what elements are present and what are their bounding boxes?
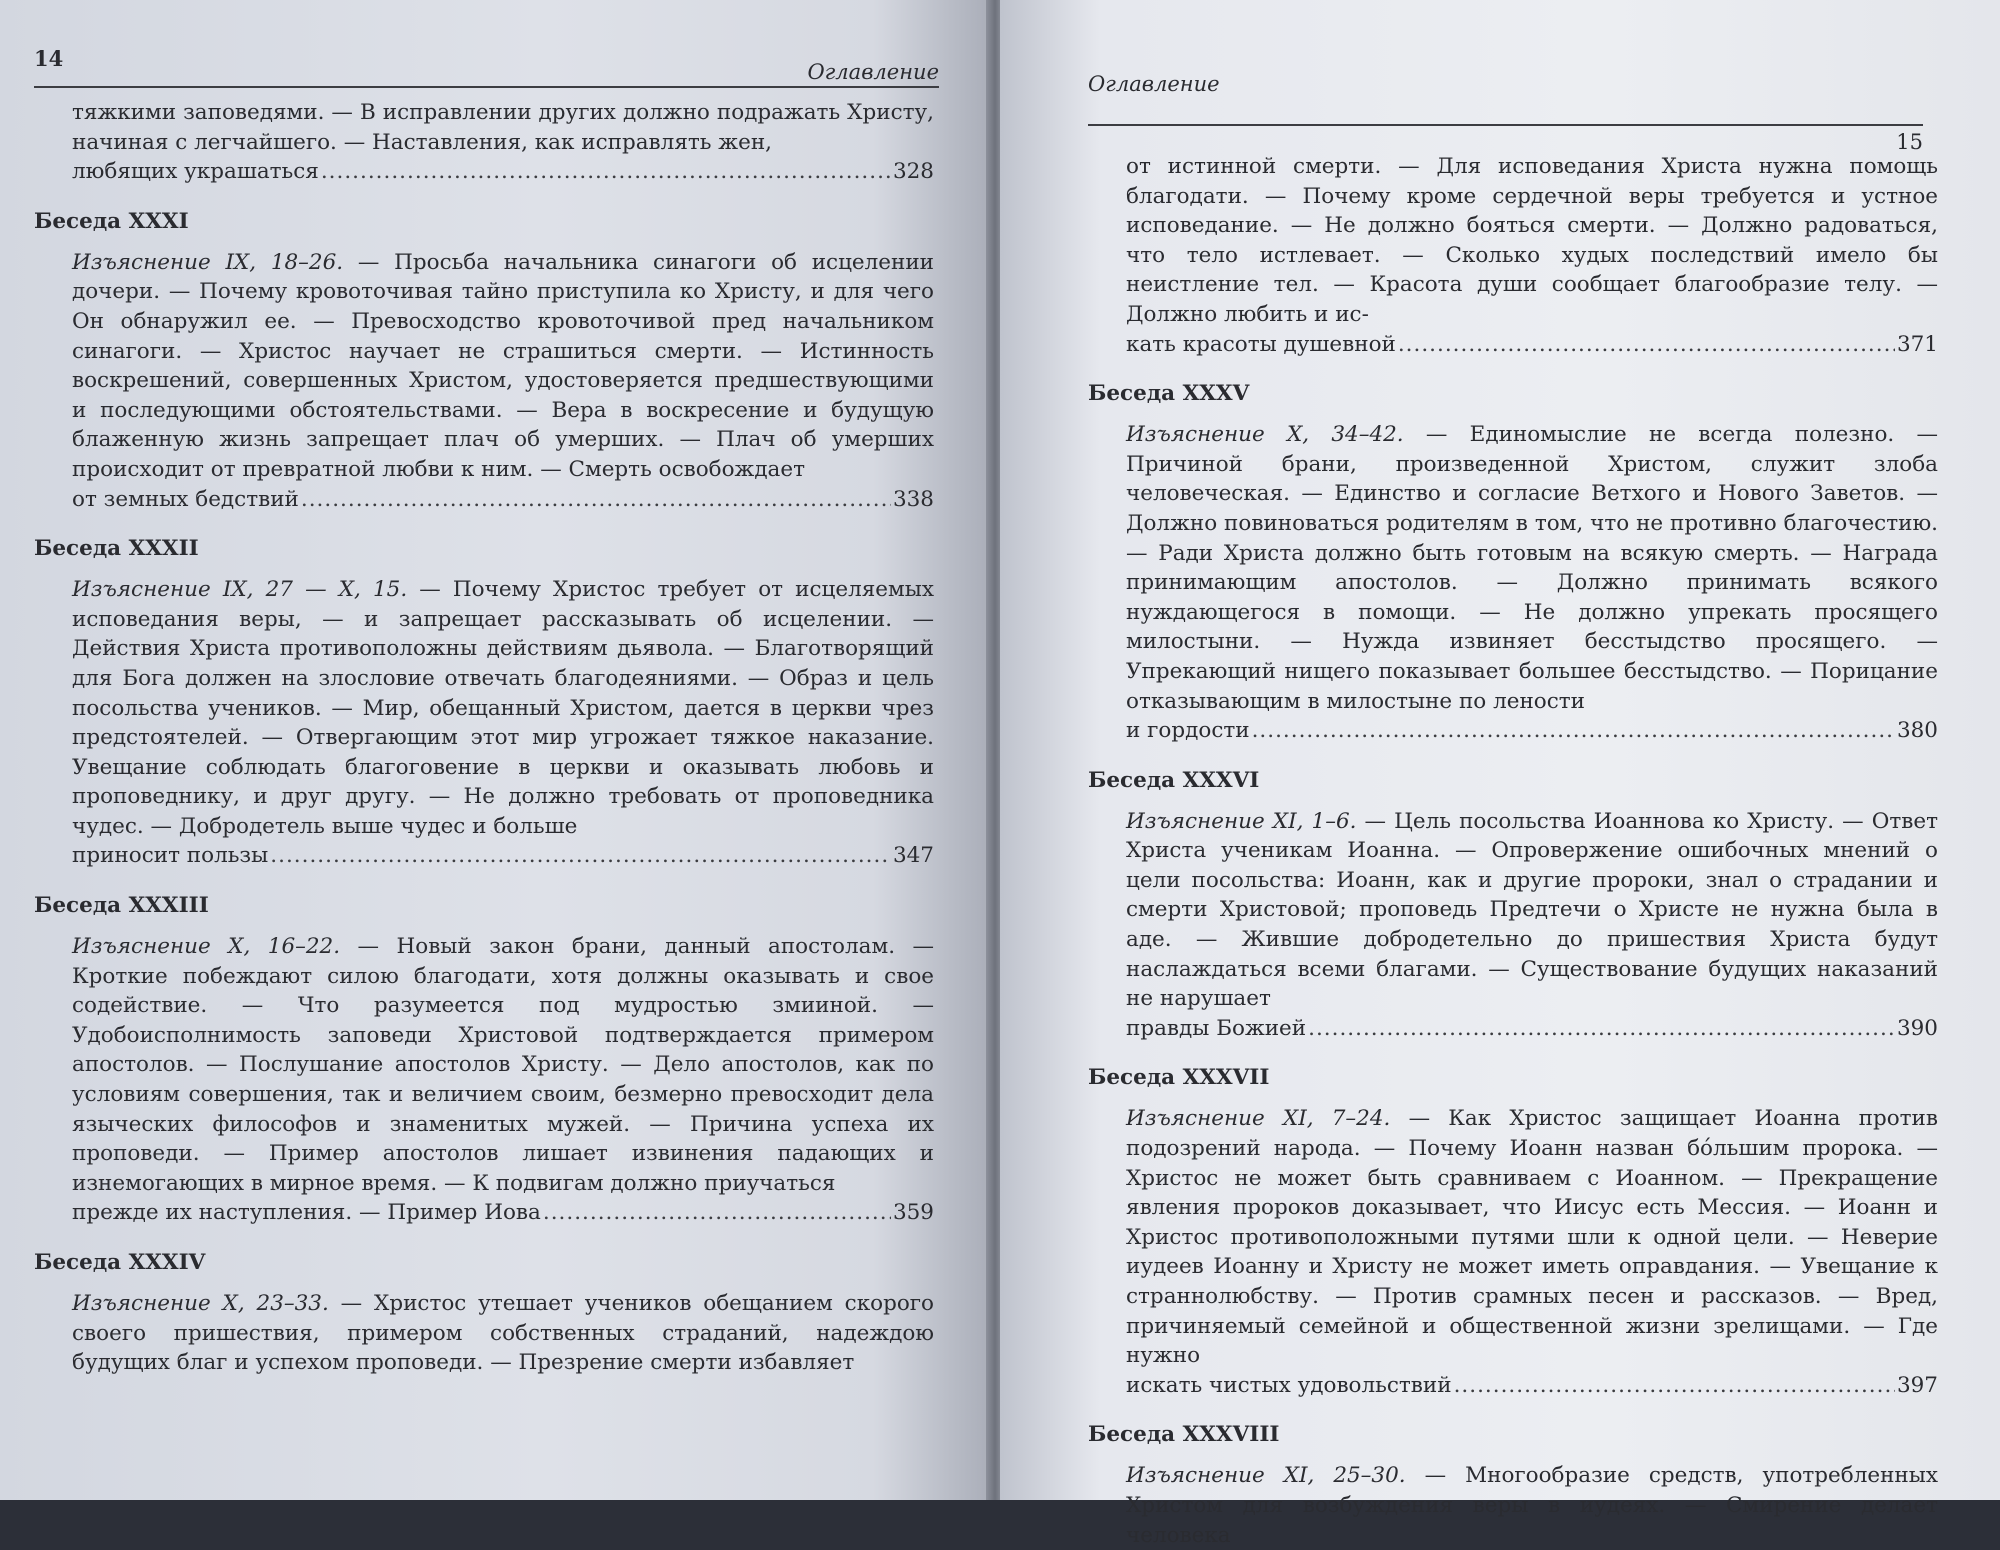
continuation-entry: от истинной смерти. — Для исповедания Христа нужна помощь благодати. — Почему кроме сердечной веры требуется и устное исповедание. — Не должно бояться смерти. — Должно радоваться, что тело истлевает. — Сколько худых последствий имело бы неистление тел. — Красота души сообщает благообразие телу. — Должно любить и ис- кать красоты душевной ..... 371 — [1088, 152, 1938, 359]
toc-heading: Беседа XXXIV — [34, 1250, 206, 1275]
toc-heading: Беседа XXXVIII — [1088, 1422, 1280, 1448]
toc-leader-line: любящих украшаться ..... 328 — [72, 157, 934, 187]
scripture-reference: Изъяснение X, 23–33. — [72, 1291, 329, 1316]
toc-page-number: 371 — [1896, 331, 1938, 357]
right-page-number: 15 — [1896, 130, 1923, 154]
scripture-reference: Изъяснение X, 16–22. — [72, 934, 341, 960]
toc-heading: Беседа XXXVI — [1088, 767, 1260, 793]
toc-heading: Беседа XXXVII — [1088, 1065, 1270, 1091]
toc-entry: Изъяснение X, 34–42. — Единомыслие не всегда полезно. — Причиной брани, произведенной Христом, служит злоба человеческая. — Единство и согласие Ветхого и Нового Заветов. — Должно повиноваться родителям в том, что не противно благочестию. — Ради Христа должно быть готовым на всякую смерть. — Награда принимающим апостолов. — Должно принимать всякого нуждающегося в помощи. — Не должно упрекать просящего милостыни. — Нужда извиняет бесстыдство просящего. — Упрекающий нищего показывает большее бесстыдство. — Порицание отказывающим в милостыне по лености и гордости ..... 380 — [1088, 420, 1938, 746]
left-page-number: 14 — [34, 46, 64, 71]
left-running-title: Оглавление — [807, 60, 939, 84]
toc-page-number: 390 — [1896, 1015, 1938, 1041]
toc-heading: Беседа XXXV — [1088, 381, 1250, 407]
toc-leader-line: искать чистых удовольствий ..... 397 — [1126, 1371, 1938, 1401]
toc-leader-line: правды Божией ..... 390 — [1126, 1014, 1938, 1044]
toc-entry: Изъяснение XI, 7–24. — Как Христос защищает Иоанна против подозрений народа. — Почему Иоанн назван бо́льшим пророка. — Христос не может быть сравниваем с Иоанном. — Прекращение явления пророков доказывает, что Иисус есть Мессия. — Иоанн и Христос противоположными путями шли к одной цели. — Неверие иудеев Иоанну и Христу не может иметь оправдания. — Увещание к страннолюбству. — Против срамных песен и рассказов. — Вред, причиняемый семейной и общественной жизни зрелищами. — Где нужно искать чистых удовольствий ..... 397 — [1088, 1104, 1938, 1400]
toc-entry: Изъяснение X, 23–33. — Христос утешает учеников обещанием скорого своего пришествия, примером собственных страданий, надеждою будущих благ и успехом проповеди. — Презрение смерти избавляет — [72, 1291, 934, 1376]
toc-entry: Изъяснение IX, 18–26. — Просьба начальника синагоги об исцелении дочери. — Почему кровоточивая тайно приступила ко Христу, и для чего Он обнаружил ее. — Превосходство кровоточивой пред начальником синагоги. — Христос научает не страшиться смерти. — Истинность воскрешений, совершенных Христом, удостоверяется предшествующими и последующими обстоятельствами. — Вера в воскресение и будущую блаженную жизнь запрещает плач об умерших. — Плач об умерших происходит от превратной любви к ним. — Смерть освобождает от земных бедствий ..... 338 — [34, 248, 934, 514]
toc-leader-line: прежде их наступления. — Пример Иова ..... 359 — [72, 1198, 934, 1228]
toc-leader-line: кать красоты душевной ..... 371 — [1126, 330, 1938, 360]
toc-page-number: 338 — [892, 486, 934, 512]
toc-entry: Изъяснение IX, 27 — X, 15. — Почему Христос требует от исцеляемых исповедания веры, — и запрещает рассказывать об исцелении. — Действия Христа противоположны действиям дьявола. — Благотворящий для Бога должен на злословие отвечать благодеяниями. — Образ и цель посольства учеников. — Мир, обещанный Христом, дается в церкви чрез предстоятелей. — Отвергающим этот мир угрожает тяжкое наказание. Увещание соблюдать благоговение в церкви и оказывать любовь и проповеднику, и друг другу. — Не должно требовать от проповедника чудес. — Добродетель выше чудес и больше приносит пользы ..... 347 — [34, 575, 934, 871]
toc-heading: Беседа XXXIII — [34, 893, 209, 919]
scripture-reference: Изъяснение X, 34–42. — [1126, 422, 1404, 448]
toc-leader-line: приносит пользы ..... 347 — [72, 841, 934, 871]
scripture-reference: Изъяснение XI, 7–24. — [1126, 1106, 1391, 1132]
toc-page-number: 380 — [1896, 718, 1938, 744]
toc-entry: Изъяснение XI, 1–6. — Цель посольства Иоаннова ко Христу. — Ответ Христа ученикам Иоанна. — Опровержение ошибочных мнений о цели посольства: Иоанн, как и другие пророки, знал о страдании и смерти Христовой; проповедь Предтечи о Христе не нужна была в аде. — Жившие добродетельно до пришествия Христа будут наслаждаться всеми благами. — Существование будущих наказаний не нарушает правды Божией ..... 390 — [1088, 807, 1938, 1044]
right-running-header — [1088, 62, 1923, 154]
left-running-header — [34, 44, 939, 88]
toc-leader-line: от земных бедствий ..... 338 — [72, 485, 934, 515]
left-page — [0, 0, 992, 1500]
toc-entry: Изъяснение X, 16–22. — Новый закон брани, данный апостолам. — Кроткие побеждают силою благодати, хотя должны оказывать и свое содействие. — Что разумеется под мудростью змииной. — Удобоисполнимость заповеди Христовой подтверждается примером апостолов. — Послушание апостолов Христу. — Дело апостолов, как по условиям совершения, так и величием своим, безмерно превосходит дела языческих философов и знаменитых мужей. — Причина успеха их проповеди. — Пример апостолов лишает извинения падающих и изнемогающих в мирное время. — К подвигам должно приучаться прежде их наступления. — Пример Иова ..... 359 — [34, 932, 934, 1228]
toc-page-number: 397 — [1896, 1372, 1938, 1398]
toc-entry: Изъяснение XI, 25–30. — Многообразие средств, употребленных Христом для возбуждения веры в иудеях. — Смирение делает человека — [1126, 1463, 1938, 1548]
toc-page-number: 328 — [892, 159, 934, 185]
scripture-reference: Изъяснение XI, 25–30. — [1126, 1463, 1406, 1489]
scripture-reference: Изъяснение IX, 18–26. — [72, 249, 344, 275]
toc-heading: Беседа XXXII — [34, 536, 199, 562]
toc-heading: Беседа XXXI — [34, 208, 189, 234]
scripture-reference: Изъяснение XI, 1–6. — [1126, 808, 1357, 834]
toc-page-number: 359 — [892, 1200, 934, 1226]
right-toc — [1088, 152, 1938, 1550]
toc-page-number: 347 — [892, 843, 934, 869]
continuation-entry: тяжкими заповедями. — В исправлении других должно подражать Христу, начиная с легчайшего. — Наставления, как исправлять жен, любящих украшаться ..... 328 — [34, 98, 934, 187]
right-running-title: Оглавление — [1088, 72, 1220, 96]
left-toc — [34, 98, 934, 1378]
right-page — [1000, 0, 2000, 1548]
toc-leader-line: и гордости ..... 380 — [1126, 716, 1938, 746]
scripture-reference: Изъяснение IX, 27 — X, 15. — [72, 577, 408, 603]
